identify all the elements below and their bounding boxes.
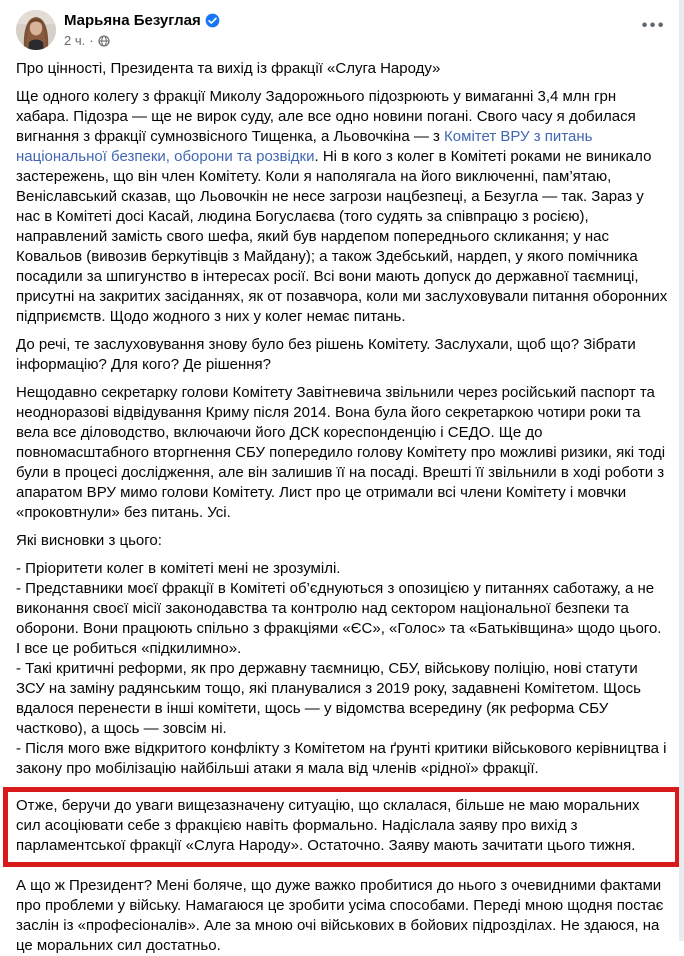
avatar[interactable] — [16, 10, 56, 50]
post-content — [16, 59, 668, 956]
highlighted-paragraph: Отже, беручи до уваги вищезазначену ситуацію, що склалася, більше не маю моральних сил асоціювати себе з фракцією навіть формально. Надіслала заяву про вихід з парламентської фракції «Слуга Народу». Остаточно. Заяву мають зачитати цього тижня. — [16, 797, 640, 854]
post-header — [16, 10, 668, 50]
avatar-portrait-image — [16, 10, 56, 50]
card-right-edge — [679, 0, 684, 941]
post-paragraph-1 — [16, 87, 668, 327]
post-paragraph-conclusions-intro: Які висновки з цього: — [16, 532, 162, 549]
bullet-item: - Такі критичні реформи, як про державну таємницю, СБУ, військову поліцію, нові статути ЗСУ на заміну радянським тощо, які планувалися з 2019 року, задавнені Комітетом. Щось вдалося перенести в інші комітети, щось — у відомства всередину (як реформа СБУ частково), а щось — зовсім ні. — [16, 660, 641, 737]
timestamp[interactable]: 2 ч. — [64, 33, 86, 48]
author-name[interactable]: Марьяна Безуглая — [64, 12, 201, 29]
committee-page-link[interactable]: Комітет ВРУ з питань національної безпеки, оборони та розвідки — [16, 128, 593, 165]
globe-privacy-icon — [98, 35, 110, 47]
paragraph-text: . Ні в кого з колег в Комітеті роками не виникало застережень, що він член Комітету. Коли я наполягала на його виключенні, пам’ятаю, Веніславський сказав, що Льовочкін не несе загрози нацбезпеці, а Безугла — так. Зараз у нас в Комітеті досі Касай, людина Богуслаєва (того судять за співпрацю з росією), направлений замість свого шефа, який був нардепом попереднього скликання; у нас Ковальов (вивозив беркутівців з Майдану); а також Здебський, нардеп, у якого помічника посадили за шпигунство в інтересах росії. Всі вони мають допуск до державної таємниці, присутні на закритих засіданнях, як от позавчора, коли ми заслуховували питання оборонних підприємств. Щодо жодного з них у колег немає питань. — [16, 148, 668, 325]
author-meta — [64, 10, 220, 49]
post-paragraph-last: А що ж Президент? Мені боляче, що дуже важко пробитися до нього з очевидними фактами про проблеми у війську. Намагаюся це зробити усіма способами. Переді мною щодня постає заслін із «професіоналів». Але за мною очі військових в бойових підрозділах. Не здаюся, на це моральних сил достатньо. — [16, 877, 664, 954]
bullet-item: - Після мого вже відкритого конфлікту з Комітетом на ґрунті критики військового керівництва і закону про мобілізацію найбільші атаки я мала від членів «рідної» фракції. — [16, 740, 667, 777]
highlight-annotation-box — [3, 787, 680, 867]
paragraph-text: Ще одного колегу з фракції Миколу Задорожнього підозрюють у вимаганні 3,4 млн грн хабара. Підозра — ще не вирок суду, але все одно новини погані. Свого часу я добилася вигнання з фракції сумнозвісного Тищенка, а Льовочкіна — з — [16, 88, 636, 145]
more-options-button[interactable]: ••• — [641, 17, 666, 34]
bullet-item: - Пріоритети колег в комітеті мені не зрозумілі. — [16, 560, 341, 577]
post-title: Про цінності, Президента та вихід із фракції «Слуга Народу» — [16, 60, 441, 77]
verified-badge-icon — [201, 12, 220, 29]
post-paragraph-3: Нещодавно секретарку голови Комітету Завітневича звільнили через російський паспорт та неодноразові відвідування Криму після 2014. Вона була його секретаркою чотири роки та вела все діловодство, включаючи його ДСК кореспонденцію і СЕДО. Ще до повномасштабного вторгнення СБУ попередило голову Комітету про можливі ризики, які тоді були в процесі дослідження, але він залишив її на посаді. Врешті її звільнили в ході роботи з апаратом ВРУ мимо голови Комітету. Лист про це отримали всі члени Комітету і мовчки «проковтнули» без питань. Усі. — [16, 384, 666, 521]
post-paragraph-2: До речі, те заслуховування знову було без рішень Комітету. Заслухали, щоб що? Зібрати інформацію? Для кого? Де рішення? — [16, 336, 636, 373]
meta-separator: · — [89, 33, 94, 48]
bullet-item: - Представники моєї фракції в Комітеті об’єднуються з опозицією у питаннях саботажу, а не виконання своєї місії законодавства та контролю над сектором національної безпеки та оборони. Вони працюють спільно з фракціями «ЄС», «Голос» та «Батьківщина» щодо цього. І все це робиться «підкилимно». — [16, 580, 662, 657]
post-bullet-list — [16, 559, 668, 779]
